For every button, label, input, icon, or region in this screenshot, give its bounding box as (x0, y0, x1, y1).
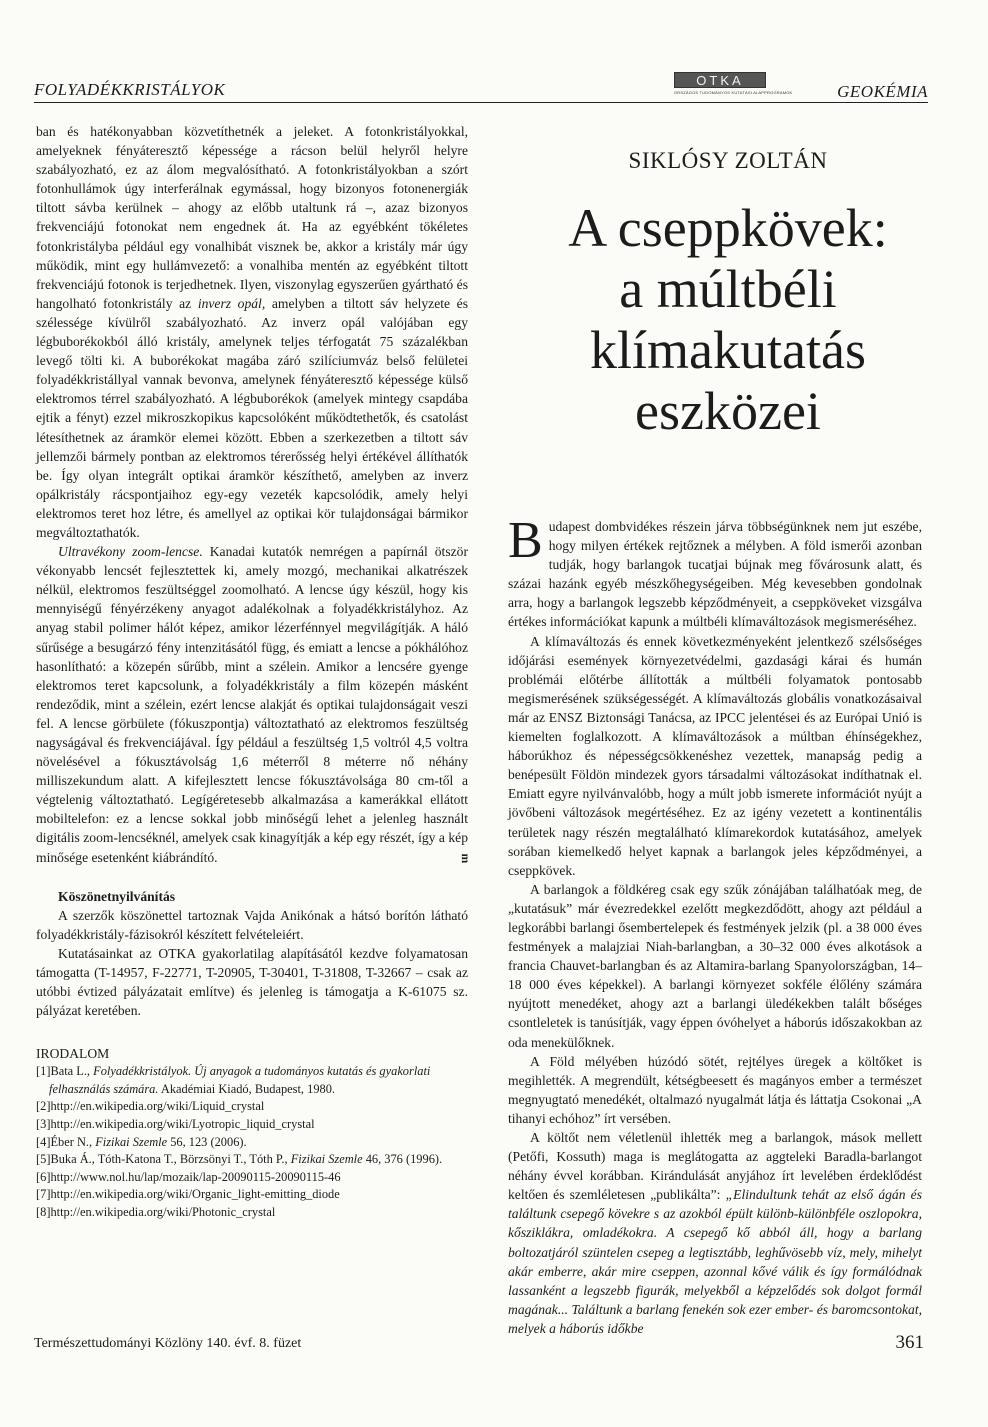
reference-text: 46, 376 (1996). (362, 1152, 443, 1167)
reference-item (36, 1169, 468, 1187)
running-header-left: FOLYADÉKKRISTÁLYOK (34, 80, 226, 99)
reference-text: 56, 123 (2006). (167, 1134, 247, 1149)
paragraph-text: Kanadai kutatók nemrégen a papírnál ötször vékonyabb lencsét fejlesztettek ki, amely mozgó, mechanikai alkatrészek nélkül, elektromos feszültséggel zoomolható. A lencse úgy készül, hogy kis mennyiségű fényérzékeny anyagot adalékolnak a folyadékkristályhoz. Az anyag stabil polimer hálót képez, amikor lézerfénnyel megvilágítják. A háló sűrűsége a besugárzó fény intenzitásától függ, és emiatt a lencse a pókhálóhoz hasonlítható: a közepén sűrűbb, mint a szélein. Amikor a lencsére gyenge elektromos teret kapcsolunk, a folyadékkristály a film közepén másként rendeződik, mint a szélein, ezért lencse alakját és optikai tulajdonságait veszi fel. A lencse görbülete (fókuszpontja) változtatható az elektromos feszültség nagyságával és frekvenciájával. Így például a feszültség 1,5 voltról 4,5 voltra növelésével a fókusztávolság 1,6 méterről 8 méterre nő néhány milliszekundum alatt. A kifejlesztett lencse fókusztávolsága 80 cm-től a végtelenig változtatható. Legígéretesebb alkalmazása a kamerákkal ellátott mobiltelefon: ez a lencse sokkal jobb minőségű lehet a jelenleg használt digitális zoom-lencséknél, amelyek csak kinagyítják a kép egy részét, így a kép minősége esetenként kiábrándító. (36, 544, 468, 865)
reference-item (36, 1204, 468, 1222)
references-list (36, 1063, 468, 1221)
paragraph-text: amelyben a tiltott sáv helyzete és szélessége kívülről szabályozható. Az inverz opál valójában egy légbuborékokból álló kristály, amelynek teljes térfogatát 75 százalékban levegő tölti ki. A buborékokat magába záró szilíciumváz belső felületei folyadékkristállyal vannak bevonva, amelynek fényáteresztő képessége külső elektromos térrel szabályozható. A légbuborékok (amelyek mintegy csapdába ejtik a fényt) ezzel mikroszkopikus kapcsolóként működtethetők, és csatolást létesíthetnek az áramkör elemei között. Ebben a szerkezetben a tiltott sáv jellemzői bármely pontban az elektromos térerősség helyi értékével állíthatók be. Így olyan integrált optikai áramkör készíthető, amelyben az inverz opálkristály rácspontjaihoz egy-egy vezeték kapcsolódik, amely helyi elektromos teret hoz létre, és amellyel az optikai kör tulajdonságai bármikor megváltoztathatók. (36, 295, 468, 540)
reference-link: http://www.nol.hu/lap/mozaik/lap-20090115-20090115-46 (50, 1169, 341, 1184)
paragraph-baradla-visit (508, 1128, 922, 1338)
reference-number: [2] (36, 1099, 51, 1114)
reference-link: http://en.wikipedia.org/wiki/Lyotropic_liquid_crystal (50, 1117, 315, 1131)
title-line: A cseppkövek: (568, 198, 888, 258)
reference-item (36, 1151, 468, 1169)
reference-number: [4] (36, 1134, 51, 1149)
header-rule (34, 102, 928, 103)
article-title (478, 198, 978, 442)
reference-item (36, 1134, 468, 1152)
reference-number: [7] (36, 1187, 51, 1202)
acknowledgements-paragraph-1: A szerzők köszönettel tartoznak Vajda Anikónak a hátsó borítón látható folyadékkristály-fázisokról készített felvételeiért. (36, 907, 468, 942)
reference-text: Akadémiai Kiadó, Budapest, 1980. (158, 1081, 336, 1096)
paragraph-zoom-lens (36, 542, 468, 867)
article-body (508, 512, 922, 1338)
page-number: 361 (895, 1332, 924, 1353)
left-column (36, 122, 468, 1222)
reference-number: [1] (36, 1064, 51, 1079)
otka-logo (674, 72, 793, 100)
paragraph-cave-research: A barlangok a földkéreg csak egy szűk zónájában találhatóak meg, de „kutatásuk” már évezredekkel ezelőtt megkezdődött, ahogy azt például a legkorábbi barlangi ősembertelepek és festmények jelzik (pl. a 38 000 éves festmények a malajziai Niah-barlangban, a 30–32 000 éves alkotások a francia Chauvet-barlangban és az Altamira-barlang Spanyolországban, 14–18 000 éves képekkel). A barlangi környezet sokféle élőlény számára nyújtott menedéket, ahogy azt a barlangi üledékekben talált bőséges csontleletek is tanúsítják, vagy éppen óvóhelyet a háborús időszakokban az oda menekülőknek. (508, 881, 922, 1050)
reference-item (36, 1063, 468, 1098)
title-line: a múltbéli (619, 259, 837, 319)
reference-italic: Folyadékkristályok. Új anyagok a tudományos kutatás és gyakorlati felhasználás számára. (49, 1064, 431, 1096)
drop-cap: B (508, 512, 543, 569)
acknowledgements-paragraph-2: Kutatásainkat az OTKA gyakorlatilag alapításától kezdve folyamatosan támogatta (T-14957, F-22771, T-20905, T-30401, T-31808, T-32667 – csak az utóbbi évtized pályázatait említve) és jelenleg is támogatja a K-61075 sz. pályázat keretében. (36, 945, 468, 1019)
paragraph-text: udapest dombvidékes részein járva többségünknek nem jut eszébe, hogy milyen értékek rejtőznek a mélyben. A föld ismerői azonban tudják, hogy barlangok tucatjai bújnak meg fővárosunk alatt, és százai hazánk egyéb mészkőhegységeiben. Még kevesebben gondolnak arra, hogy a barlangok legszebb képződményeit, a cseppköveket vizsgálva értékes információkat kapunk a múltbéli klímaváltozások megismeréséhez. (508, 519, 922, 630)
reference-item (36, 1098, 468, 1116)
article-author: SIKLÓSY ZOLTÁN (628, 148, 828, 173)
otka-logo-subtitle: ORSZÁGOS TUDOMÁNYOS KUTATÁSI ALAPPROGRAMOK (674, 90, 793, 95)
reference-item (36, 1116, 468, 1134)
reference-text: Bata L., (50, 1064, 94, 1079)
reference-link: http://en.wikipedia.org/wiki/Photonic_crystal (50, 1204, 276, 1219)
reference-number: [5] (36, 1152, 51, 1167)
intro-paragraph (508, 512, 922, 632)
reference-number: [8] (36, 1204, 51, 1219)
references-heading: IRODALOM (36, 1046, 110, 1062)
reference-link: http://en.wikipedia.org/wiki/Liquid_crystal (50, 1099, 265, 1114)
reference-italic: Fizikai Szemle (95, 1134, 168, 1149)
paragraph-poets: A Föld mélyében húzódó sötét, rejtélyes üregek a költőket is megihlették. A megrendült, kétségbeesett és magányos ember a természet megnyugtató menedékét, oltalmazó nyugalmát látja és láttatja Csokonai „A tihanyi echóhoz” írt versében. (508, 1053, 922, 1126)
quoted-letter: „Elindultunk tehát az első ágán és találtunk csepegő kövekre s az azokból épült különb-különbféle oszlopokra, kősziklákra, omladékokra. A csepegő kő abból áll, hogy a barlang boltozatjáról szüntelen csepeg a legtisztább, leghűvösebb víz, mely, mihelyt akár emberre, akár mire cseppen, azonnal kővé válik és így formálódnak lassanként a legszebb figurák, melyekből a képzelődés sok dolgot formál magának... Találtunk a barlang fenekén sok ezer ember- és baromcsontokat, melyek a háborús időkbe (508, 1187, 922, 1336)
running-header-right: GEOKÉMIA (837, 82, 928, 101)
title-line: eszközei (635, 381, 821, 441)
reference-link: http://en.wikipedia.org/wiki/Organic_light-emitting_diode (50, 1187, 340, 1202)
paragraph-photonic-crystals (36, 122, 468, 542)
reference-italic: Fizikai Szemle (290, 1152, 363, 1167)
reference-text: Éber N., (50, 1134, 96, 1149)
paragraph-text: ban és hatékonyabban közvetíthetnék a jeleket. A fotonkristályokkal, amelyeknek fényáteresztő képessége a rácson belül helyről helyre szabályozható, ez az álom megvalósítható. A fotonkristályokban a szórt fotonhullámok úgy interferálnak egymással, hogy bizonyos fotonenergiák tiltott sávba kerülnek – ahogy az előbb utaltunk rá –, azaz bizonyos frekvenciájú fotonokat nem engednek át. Ha az egyébként tökéletes fotonkristályba például egy vonalhibát visznek be, akkor a kristály már úgy működik, mint egy hullámvezető: a vonalhiba mentén az egyébként tiltott frekvenciájú fotonok is terjedhetnek. Ilyen, viszonylag egyszerűen gyártható és hangolható fotonkristály az (36, 124, 468, 311)
section-lead-italic: Ultravékony zoom-lencse. (58, 544, 203, 560)
acknowledgements-heading: Köszönetnyilvánítás (58, 888, 176, 904)
journal-footer: Természettudományi Közlöny 140. évf. 8. füzet (34, 1336, 302, 1351)
otka-logo-text: OTKA (674, 72, 766, 88)
italic-term: inverz opál, (197, 295, 266, 311)
reference-number: [6] (36, 1169, 51, 1184)
reference-number: [3] (36, 1117, 51, 1131)
reference-text: Buka Á., Tóth-Katona T., Börzsönyi T., Tóth P., (50, 1152, 291, 1167)
reference-item (36, 1186, 468, 1204)
paragraph-climate-change: A klímaváltozás és ennek következményeként jelentkező szélsőséges időjárási események környezetvédelmi, gazdasági kárai és humán problémái előtérbe állították a múltbéli folyamatok pontosabb megismerésének szükségességét. A klímaváltozás globális vonatkozásaival már az ENSZ Biztonsági Tanácsa, az IPCC jelentései és az Európai Unió is kiemelten foglalkozott. A klímaváltozások a múltban éhínségekhez, háborúkhoz és népességcsökkenéshez vezettek, manapság pedig a benépesült Földön mindezek gyors társadalmi változásokat indíthatnak el. Emiatt egyre nyilvánvalóbb, hogy a múlt jobb ismerete információt nyújt a jövőbeni változások megértéséhez. Ez az igény vezetett a kontinentális területek nagy részén megtalálható klímarekordok kutatásához, amelyek sorában kiemelkedő helyet kapnak a barlangok jeles képződményei, a cseppkövek. (508, 633, 922, 878)
end-of-article-mark: ᴟ (461, 849, 468, 864)
title-line: klímakutatás (590, 320, 866, 380)
paragraph-text: A költőt nem véletlenül ihlették meg a barlangok, mások mellett (Petőfi, Kossuth) maga is meglátogatta az aggteleki Baradla-barlangot néhány évvel korábban. Kirándulását anyjához írt levelében érdeklődést keltően és szemléletesen „publikálta”: (508, 1130, 922, 1203)
